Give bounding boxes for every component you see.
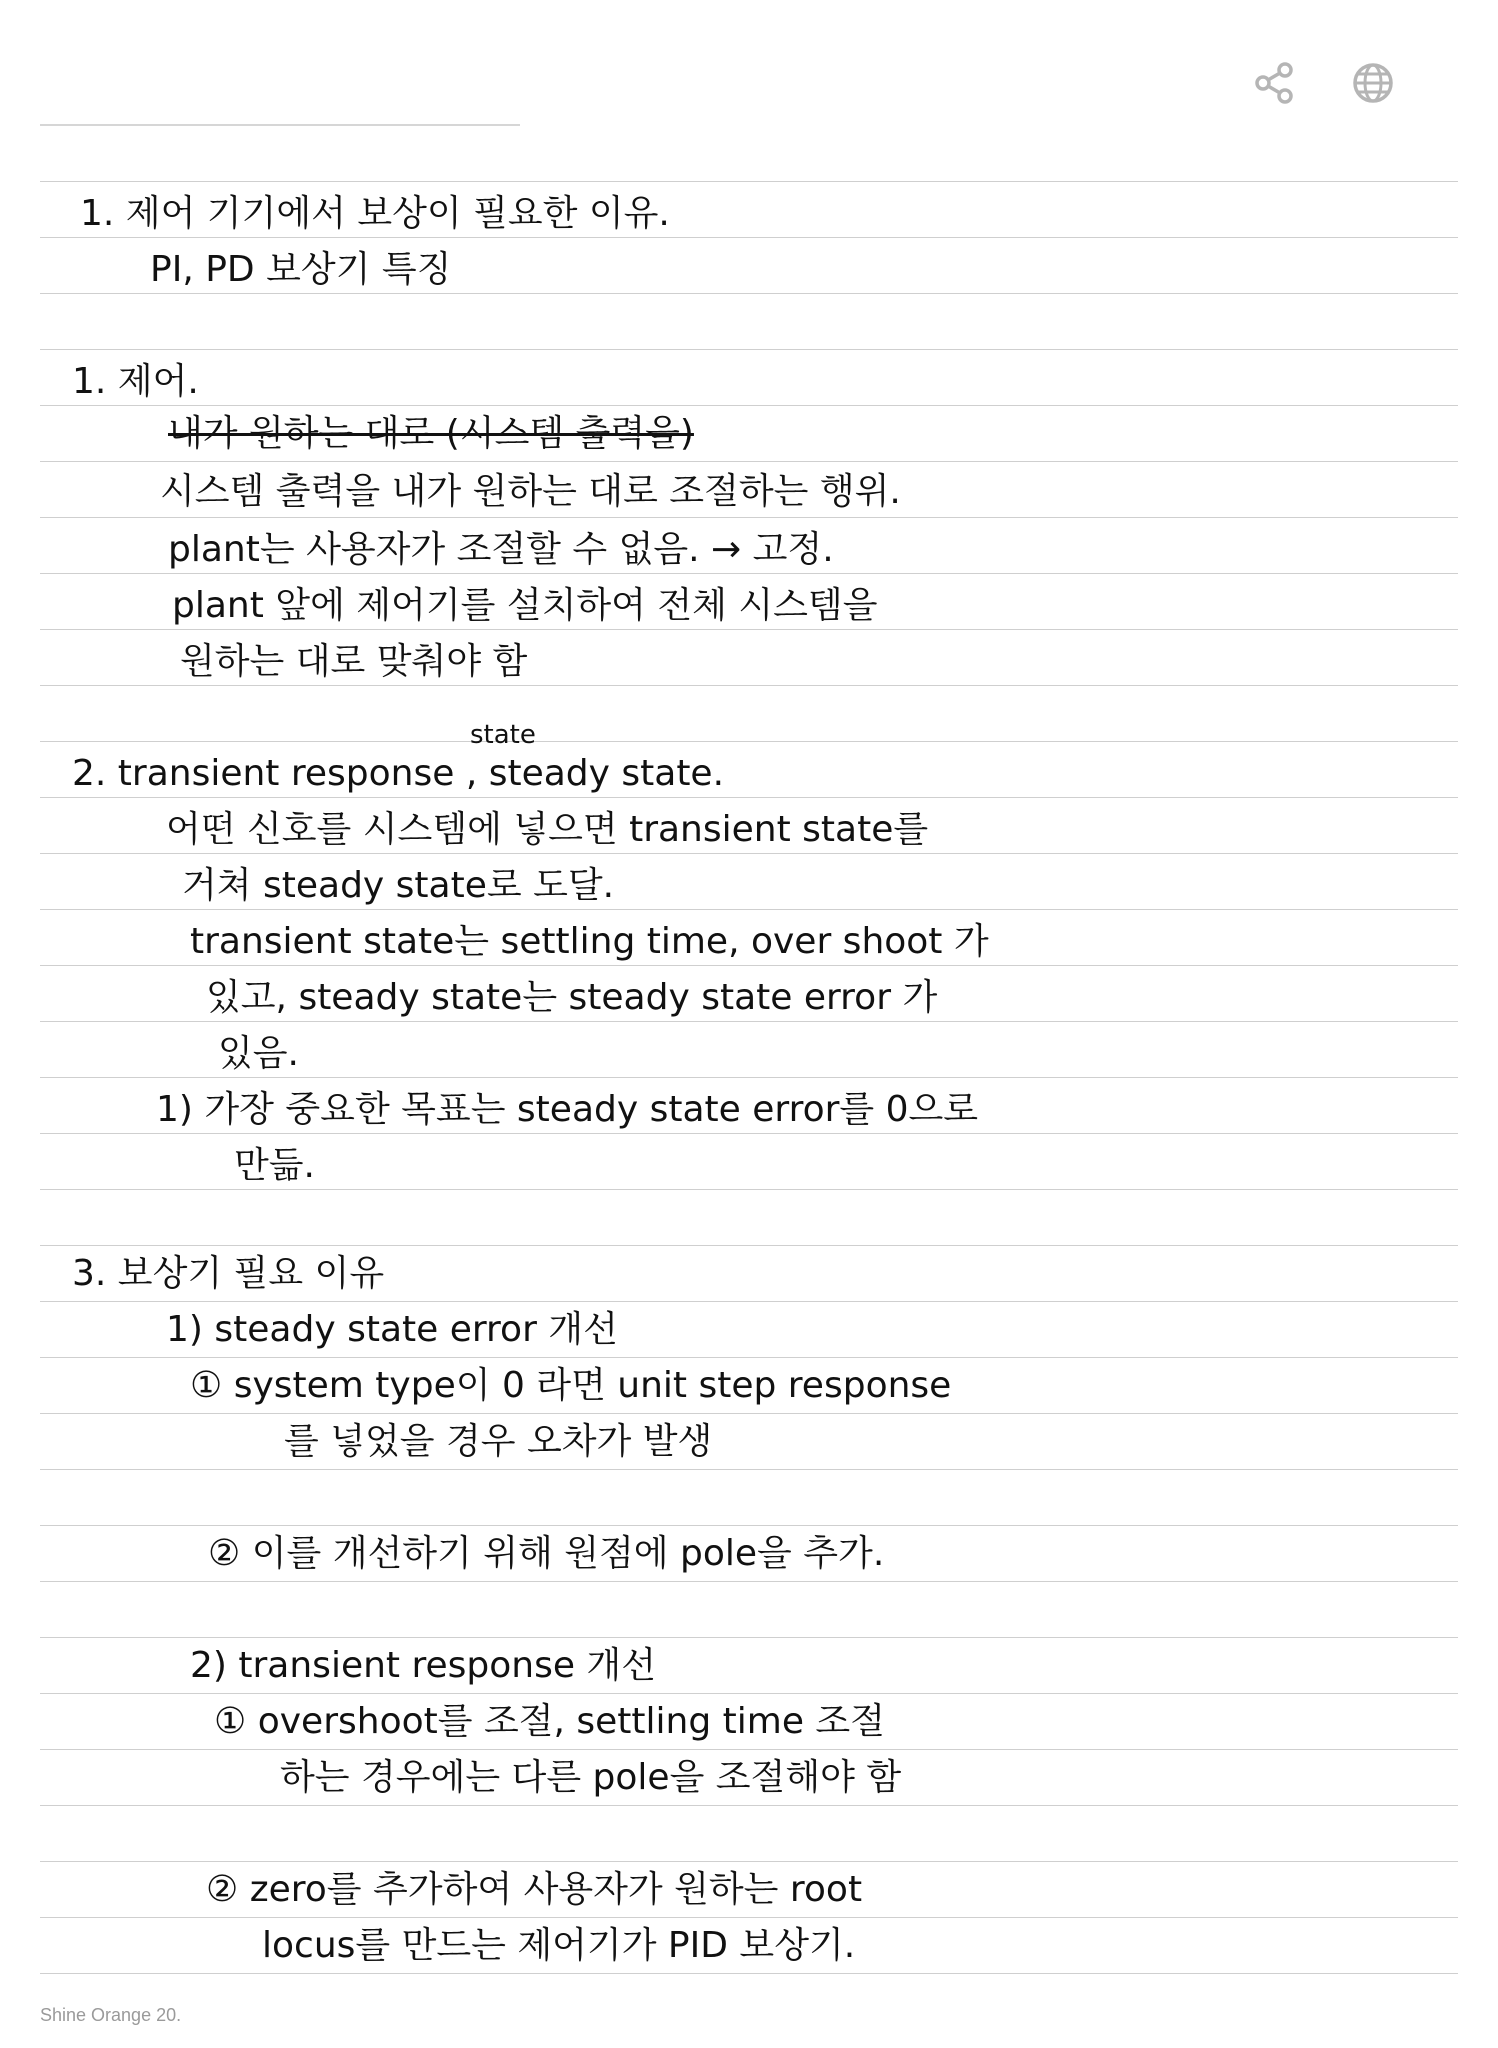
rule-line [40, 1077, 1458, 1078]
rule-line [40, 517, 1458, 518]
section-1-line-1: 시스템 출력을 내가 원하는 대로 조절하는 행위. [160, 471, 901, 512]
section-2-line-6: 1) 가장 중요한 목표는 steady state error를 0으로 [156, 1089, 979, 1130]
section-3-line-5: 2) transient response 개선 [190, 1645, 656, 1686]
rule-line [40, 1133, 1458, 1134]
section-1-line-2: plant는 사용자가 조절할 수 없음. → 고정. [168, 529, 834, 570]
rule-line [40, 1525, 1458, 1526]
section-2-insert-note: state [470, 720, 536, 750]
rule-line [40, 181, 1458, 182]
section-2-line-1: 어떤 신호를 시스템에 넣으면 transient state를 [166, 809, 929, 850]
section-1-line-4: 원하는 대로 맞춰야 함 [180, 641, 528, 682]
question-line-2: PI, PD 보상기 특징 [150, 249, 452, 290]
section-2-line-4: 있고, steady state는 steady state error 가 [206, 977, 938, 1018]
rule-line [40, 1189, 1458, 1190]
section-3-line-1: 1) steady state error 개선 [166, 1309, 618, 1350]
rule-line [40, 349, 1458, 350]
rule-line [40, 293, 1458, 294]
rule-line [40, 1245, 1458, 1246]
rule-line [40, 1637, 1458, 1638]
rule-line [40, 1413, 1458, 1414]
section-3-line-9: locus를 만드는 제어기가 PID 보상기. [262, 1925, 856, 1966]
section-2-line-3: transient state는 settling time, over shoot 가 [190, 921, 989, 962]
rule-line [40, 1581, 1458, 1582]
rule-line [40, 1357, 1458, 1358]
rule-line [40, 573, 1458, 574]
section-3-line-2: ① system type이 0 라면 unit step response [190, 1365, 952, 1406]
section-3-line-3: 를 넣었을 경우 오차가 발생 [284, 1421, 713, 1462]
question-line-1: 1. 제어 기기에서 보상이 필요한 이유. [80, 193, 670, 234]
section-2-title: 2. transient response , steady state. [72, 753, 725, 794]
rule-line [40, 237, 1458, 238]
section-2-line-5: 있음. [218, 1033, 299, 1074]
rule-line [40, 1861, 1458, 1862]
rule-line [40, 1301, 1458, 1302]
rule-line [40, 1917, 1458, 1918]
section-3-title: 3. 보상기 필요 이유 [72, 1253, 385, 1294]
section-3-line-4: ② 이를 개선하기 위해 원점에 pole을 추가. [208, 1533, 885, 1574]
section-1-struck-text: 내가 원하는 대로 (시스템 출력을) [168, 413, 694, 454]
rule-line [40, 405, 1458, 406]
rule-line [40, 741, 1458, 742]
section-1-title: 1. 제어. [72, 361, 199, 402]
rule-line [40, 909, 1458, 910]
rule-line [40, 1021, 1458, 1022]
section-3-line-6: ① overshoot를 조절, settling time 조절 [214, 1701, 885, 1742]
rule-line [40, 853, 1458, 854]
notebook-label: Shine Orange 20. [40, 2005, 182, 2025]
rule-line [40, 965, 1458, 966]
section-2-line-7: 만듦. [234, 1145, 315, 1186]
rule-line [40, 1469, 1458, 1470]
rule-line [40, 461, 1458, 462]
section-3-line-7: 하는 경우에는 다른 pole을 조절해야 함 [280, 1757, 902, 1798]
rule-line [40, 629, 1458, 630]
rule-line [40, 1749, 1458, 1750]
rule-line [40, 685, 1458, 686]
rule-line [40, 797, 1458, 798]
rule-line [40, 1805, 1458, 1806]
rule-line [40, 1973, 1458, 1974]
section-3-line-8: ② zero를 추가하여 사용자가 원하는 root [206, 1869, 863, 1910]
section-1-line-3: plant 앞에 제어기를 설치하여 전체 시스템을 [172, 585, 878, 626]
rule-line [40, 1693, 1458, 1694]
section-2-line-2: 거쳐 steady state로 도달. [182, 865, 615, 906]
